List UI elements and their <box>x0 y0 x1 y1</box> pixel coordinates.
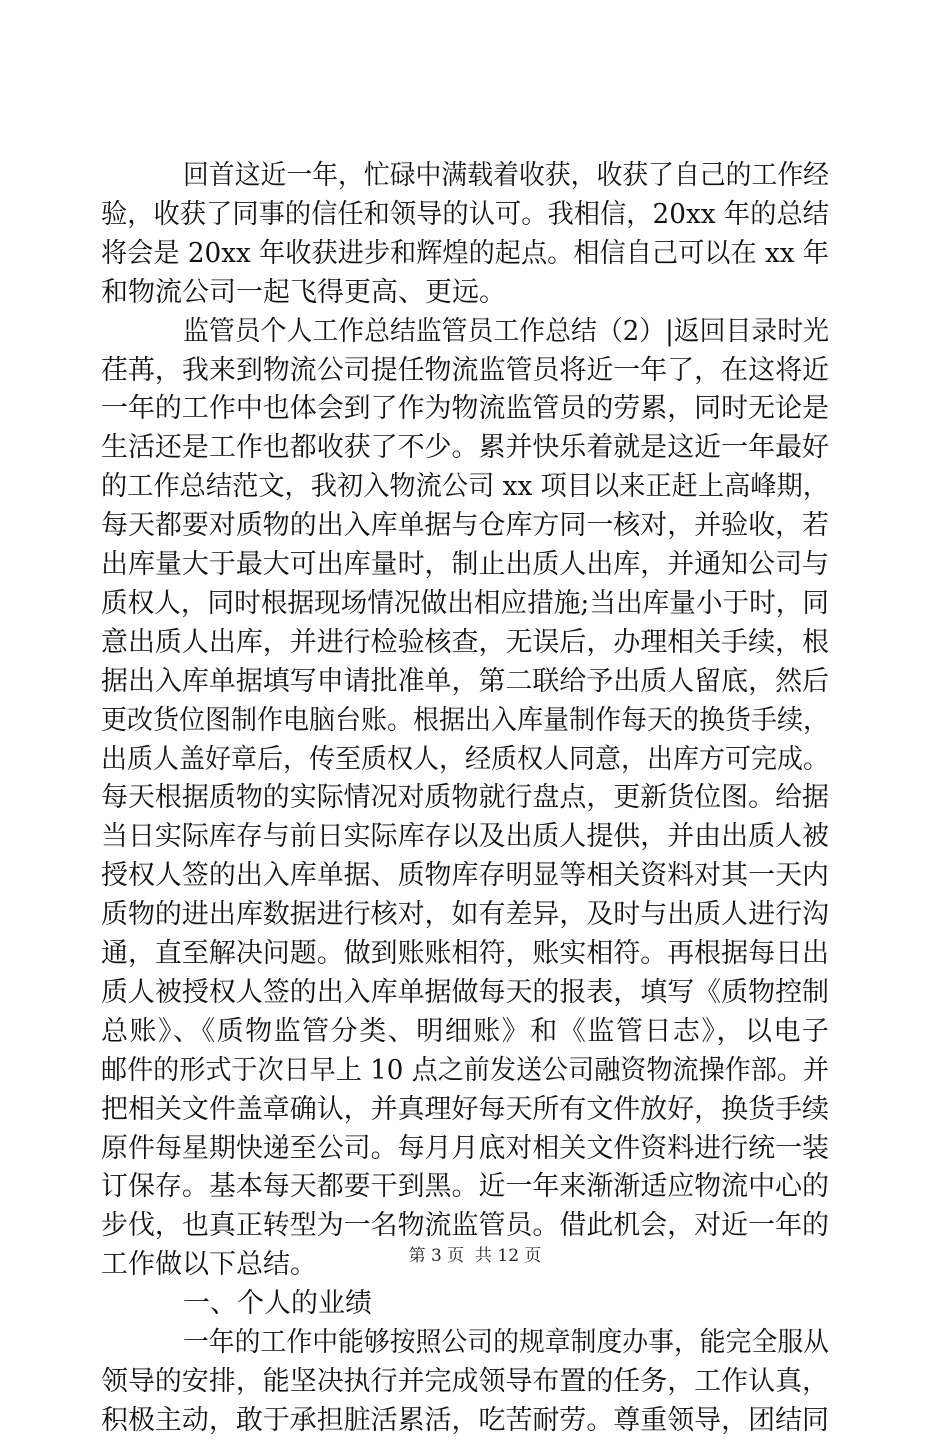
text-line <box>0 314 950 354</box>
text-line <box>0 430 950 470</box>
text-line-content: 和物流公司一起飞得更高、更远。 <box>101 276 506 308</box>
text-line-content: 出库量大于最大可出库量时，制止出质人出库，并通知公司与 <box>101 549 829 580</box>
text-line <box>0 664 950 704</box>
text-line <box>0 625 950 665</box>
text-line-content: 原件每星期快递至公司。每月月底对相关文件资料进行统一装 <box>101 1132 829 1164</box>
text-line <box>0 1208 950 1248</box>
text-line <box>0 742 950 782</box>
text-line <box>0 158 950 198</box>
text-line <box>0 1364 950 1404</box>
text-line <box>0 391 950 431</box>
text-line-content: 更改货位图制作电脑台账。根据出入库量制作每天的换货手续， <box>101 704 829 736</box>
text-line-content: 生活还是工作也都收获了不少。累并快乐着就是这近一年最好 <box>101 432 829 464</box>
text-line-content: 回首这近一年，忙碌中满载着收获，收获了自己的工作经 <box>183 160 829 191</box>
text-line-content: 出质人盖好章后，传至质权人，经质权人同意，出库方可完成。 <box>101 743 829 775</box>
text-line-content: 订保存。基本每天都要干到黑。近一年来渐渐适应物流中心的 <box>101 1171 829 1203</box>
text-line-content: 总账》、《质物监管分类、明细账》和《监管日志》，以电子 <box>101 1015 831 1047</box>
text-line <box>0 236 950 276</box>
text-line <box>0 586 950 626</box>
text-line <box>0 780 950 820</box>
text-line-content: 一年的工作中也体会到了作为物流监管员的劳累，同时无论是 <box>101 393 829 425</box>
text-line <box>0 1325 950 1365</box>
text-line-content: 每天都要对质物的出入库单据与仓库方同一核对，并验收，若 <box>101 510 829 542</box>
text-line-content: 邮件的形式于次日早上 10 点之前发送公司融资物流操作部。并 <box>101 1054 829 1086</box>
text-line-content: 步伐，也真正转型为一名物流监管员。借此机会，对近一年的 <box>101 1210 829 1242</box>
text-line <box>0 703 950 743</box>
page-footer <box>0 1245 950 1267</box>
text-line-content: 领导的安排，能坚决执行并完成领导布置的任务，工作认真， <box>101 1365 829 1397</box>
text-line <box>0 353 950 393</box>
text-line-content: 将会是 20xx 年收获进步和辉煌的起点。相信自己可以在 xx 年 <box>101 237 829 269</box>
text-line-content: 质权人，同时根据现场情况做出相应措施;当出库量小于时，同 <box>101 587 829 619</box>
text-line <box>0 469 950 509</box>
text-line-content: 工作做以下总结。 <box>101 1249 317 1281</box>
text-line-content: 每天根据质物的实际情况对质物就行盘点，更新货位图。给据 <box>101 782 829 814</box>
text-line-content: 验，收获了同事的信任和领导的认可。我相信，20xx 年的总结 <box>101 198 829 230</box>
text-line <box>0 508 950 548</box>
text-line-content: 的工作总结范文，我初入物流公司 xx 项目以来正赶上高峰期， <box>101 471 829 503</box>
text-line-content: 质人被授权人签的出入库单据做每天的报表，填写《质物控制 <box>101 976 829 1008</box>
text-line <box>0 975 950 1015</box>
text-line-content: 一年的工作中能够按照公司的规章制度办事，能完全服从 <box>183 1327 829 1358</box>
text-line-content: 据出入库单据填写申请批准单，第二联给予出质人留底，然后 <box>101 665 829 697</box>
text-line-content: 监管员个人工作总结监管员工作总结（2）|返回目录时光 <box>183 315 829 347</box>
text-line <box>0 1169 950 1209</box>
text-line-content: 意出质人出库，并进行检验核查，无误后，办理相关手续，根 <box>101 626 829 658</box>
text-line <box>0 936 950 976</box>
page-number-label: 第 3 页 共 12 页 <box>408 1246 542 1266</box>
text-line <box>0 1014 950 1054</box>
text-line-content: 通，直至解决问题。做到账账相符，账实相符。再根据每日出 <box>101 938 829 969</box>
text-line-content: 把相关文件盖章确认，并真理好每天所有文件放好，换货手续 <box>101 1093 829 1125</box>
text-line-content: 积极主动，敢于承担脏活累活，吃苦耐劳。尊重领导，团结同 <box>101 1404 829 1436</box>
text-line <box>0 547 950 587</box>
text-line-content: 当日实际库存与前日实际库存以及出质人提供，并由出质人被 <box>101 821 829 853</box>
text-line <box>0 1092 950 1132</box>
text-line <box>0 819 950 859</box>
text-line-content: 授权人签的出入库单据、质物库存明显等相关资料对其一天内 <box>101 860 829 892</box>
text-line <box>0 897 950 937</box>
text-line <box>0 1403 950 1443</box>
text-line <box>0 858 950 898</box>
text-line-content: 荏苒，我来到物流公司提任物流监管员将近一年了，在这将近 <box>101 354 829 386</box>
text-line <box>0 1286 950 1326</box>
text-line <box>0 1131 950 1171</box>
text-line-content: 一、个人的业绩 <box>183 1288 372 1320</box>
text-line <box>0 197 950 237</box>
text-line-content: 质物的进出库数据进行核对，如有差异，及时与出质人进行沟 <box>101 899 829 931</box>
text-line <box>0 1053 950 1093</box>
text-line <box>0 275 950 315</box>
